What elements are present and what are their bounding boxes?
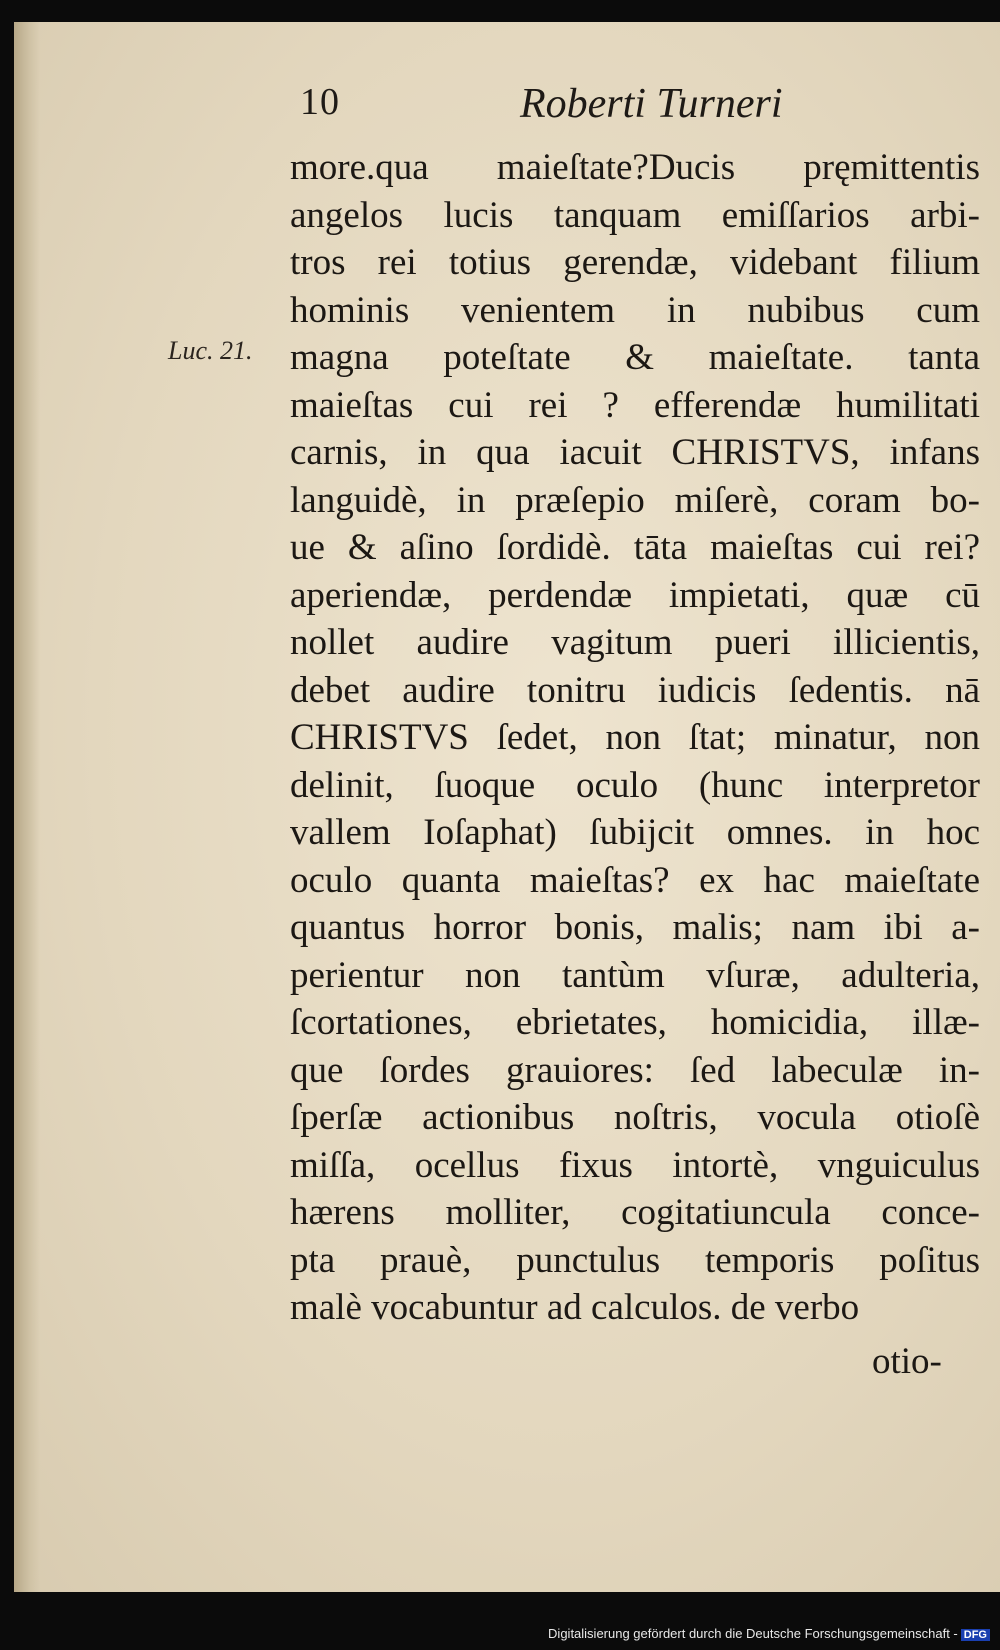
text-line: delinit, ſuoque oculo (hunc interpretor: [290, 764, 980, 806]
text-line: que ſordes grauiores: ſed labeculæ in-: [290, 1049, 980, 1091]
dfg-logo: DFG: [961, 1629, 990, 1641]
text-line: more.qua maieſtate?Ducis pręmittentis: [290, 147, 980, 188]
text-line: ſperſæ actionibus noſtris, vocula otioſè: [290, 1097, 980, 1138]
page-number: 10: [300, 81, 340, 123]
text-line: debet audire tonitru iudicis ſedentis. nā: [290, 669, 980, 711]
text-line: ue & aſino ſordidè. tāta maieſtas cui rei?: [290, 527, 980, 568]
text-line: pta prauè, punctulus temporis poſitus: [290, 1239, 980, 1281]
text-line: hominis venientem in nubibus cum: [290, 289, 980, 331]
digitization-credit: [548, 1626, 990, 1641]
text-line: perientur non tantùm vſuræ, adulteria,: [290, 954, 980, 996]
text-line: maieſtas cui rei ? efferendæ humilitati: [290, 384, 980, 426]
page-gutter-shadow: [14, 22, 40, 1592]
text-line: aperiendæ, perdendæ impietati, quæ cū: [290, 574, 980, 616]
text-line: CHRISTVS ſedet, non ſtat; minatur, non: [290, 717, 980, 758]
page-header: [0, 80, 1000, 140]
text-line: tros rei totius gerendæ, videbant filium: [290, 242, 980, 283]
credit-text: Digitalisierung gefördert durch die Deutsche Forschungsgemeinschaft -: [548, 1626, 958, 1641]
text-line: carnis, in qua iacuit CHRISTVS, infans: [290, 432, 980, 473]
text-line: hærens molliter, cogitatiuncula conce-: [290, 1192, 980, 1233]
text-line: angelos lucis tanquam emiſſarios arbi-: [290, 194, 980, 236]
text-line: ſcortationes, ebrietates, homicidia, illæ-: [290, 1002, 980, 1043]
text-line: malè vocabuntur ad calculos. de verbo: [290, 1287, 860, 1328]
running-title: Roberti Turneri: [520, 81, 783, 127]
text-line: languidè, in præſepio miſerè, coram bo-: [290, 479, 980, 521]
text-line: miſſa, ocellus fixus intortè, vnguiculus: [290, 1144, 980, 1186]
text-line: magna poteſtate & maieſtate. tanta: [290, 337, 980, 378]
catchword: otio-: [872, 1341, 942, 1382]
text-line: oculo quanta maieſtas? ex hac maieſtate: [290, 859, 980, 901]
text-line: quantus horror bonis, malis; nam ibi a-: [290, 907, 980, 948]
text-line: vallem Ioſaphat) ſubijcit omnes. in hoc: [290, 812, 980, 853]
margin-note: Luc. 21.: [168, 336, 253, 365]
text-line: nollet audire vagitum pueri illicientis,: [290, 622, 980, 663]
body-text: [290, 144, 980, 1332]
